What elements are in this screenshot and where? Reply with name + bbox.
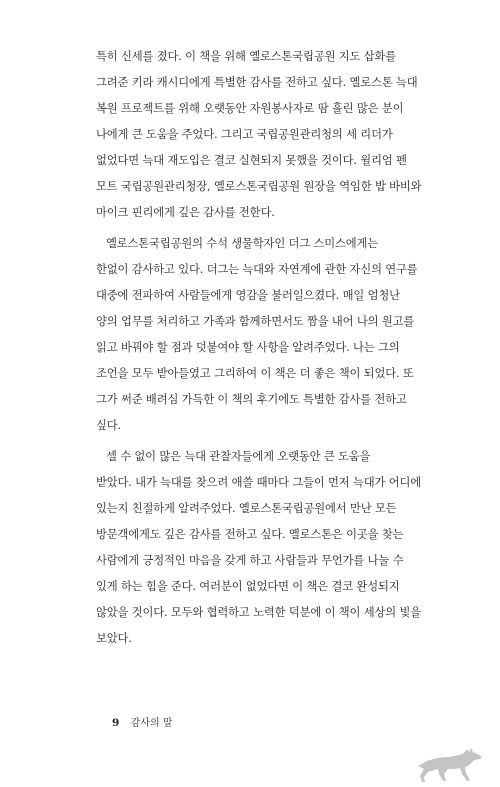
text-line: 조언을 모두 받아들였고 그리하여 이 책은 더 좋은 책이 되었다. 또	[96, 367, 414, 380]
text-line: 대중에 전파하여 사람들에게 영감을 불러일으켰다. 매일 엄청난	[96, 289, 400, 302]
text-line: 없었다면 늑대 재도입은 결코 실현되지 못했을 것이다. 윌리엄 펜	[96, 154, 407, 167]
text-line: 그가 써준 배려심 가득한 이 책의 후기에도 특별한 감사를 전하고	[96, 393, 407, 406]
paragraph	[96, 231, 496, 439]
text-line: 보았다.	[96, 632, 132, 645]
text-line: 양의 업무를 처리하고 가족과 함께하면서도 짬을 내어 나의 원고를	[96, 315, 415, 328]
text-line: 한없이 감사하고 있다. 더그는 늑대와 자연계에 관한 자신의 연구를	[96, 263, 418, 276]
text-line: 사람에게 긍정적인 마음을 갖게 하고 사람들과 무언가를 나눌 수	[96, 554, 404, 567]
wolf-silhouette-icon	[416, 744, 484, 784]
text-line: 싶다.	[96, 419, 121, 432]
paragraph	[96, 44, 496, 226]
text-line: 있는지 친절하게 알려주었다. 옐로스톤국립공원에서 만난 모든	[96, 502, 397, 515]
text-line: 않았을 것이다. 모두와 협력하고 노력한 덕분에 이 책이 세상의 빛을	[96, 606, 422, 619]
text-line: 특히 신세를 졌다. 이 책을 위해 옐로스톤국립공원 지도 삽화를	[96, 50, 397, 63]
text-line: 복원 프로젝트를 위해 오랫동안 자원봉사자로 땀 흘린 많은 분이	[96, 102, 404, 115]
page-footer	[112, 716, 172, 731]
page-number: 9	[112, 717, 120, 729]
text-line: 있게 하는 힘을 준다. 여러분이 없었다면 이 책은 결코 완성되지	[96, 580, 400, 593]
wolf-silhouette-shape	[418, 748, 482, 782]
text-line: 셀 수 없이 많은 늑대 관찰자들에게 오랫동안 큰 도움을	[106, 450, 371, 463]
paragraph	[96, 444, 496, 652]
section-title: 감사의 말	[130, 718, 173, 729]
text-line: 읽고 바꿔야 할 점과 덧붙여야 할 사항을 알려주었다. 나는 그의	[96, 341, 400, 354]
text-line: 옐로스톤국립공원의 수석 생물학자인 더그 스미스에게는	[106, 237, 379, 250]
text-line: 모트 국립공원관리청장, 옐로스톤국립공원 원장을 역임한 밥 바비와	[96, 180, 422, 193]
text-line: 그려준 키라 캐시디에게 특별한 감사를 전하고 싶다. 옐로스톤 늑대	[96, 76, 418, 89]
text-line: 받았다. 내가 늑대를 찾으려 애쓸 때마다 그들이 먼저 늑대가 어디에	[96, 476, 422, 489]
page-body	[96, 44, 496, 657]
text-line: 나에게 큰 도움을 주었다. 그리고 국립공원관리청의 세 리더가	[96, 128, 393, 141]
text-line: 방문객에게도 깊은 감사를 전하고 싶다. 옐로스톤은 이곳을 찾는	[96, 528, 404, 541]
text-line: 마이크 핀리에게 깊은 감사를 전한다.	[96, 206, 275, 219]
